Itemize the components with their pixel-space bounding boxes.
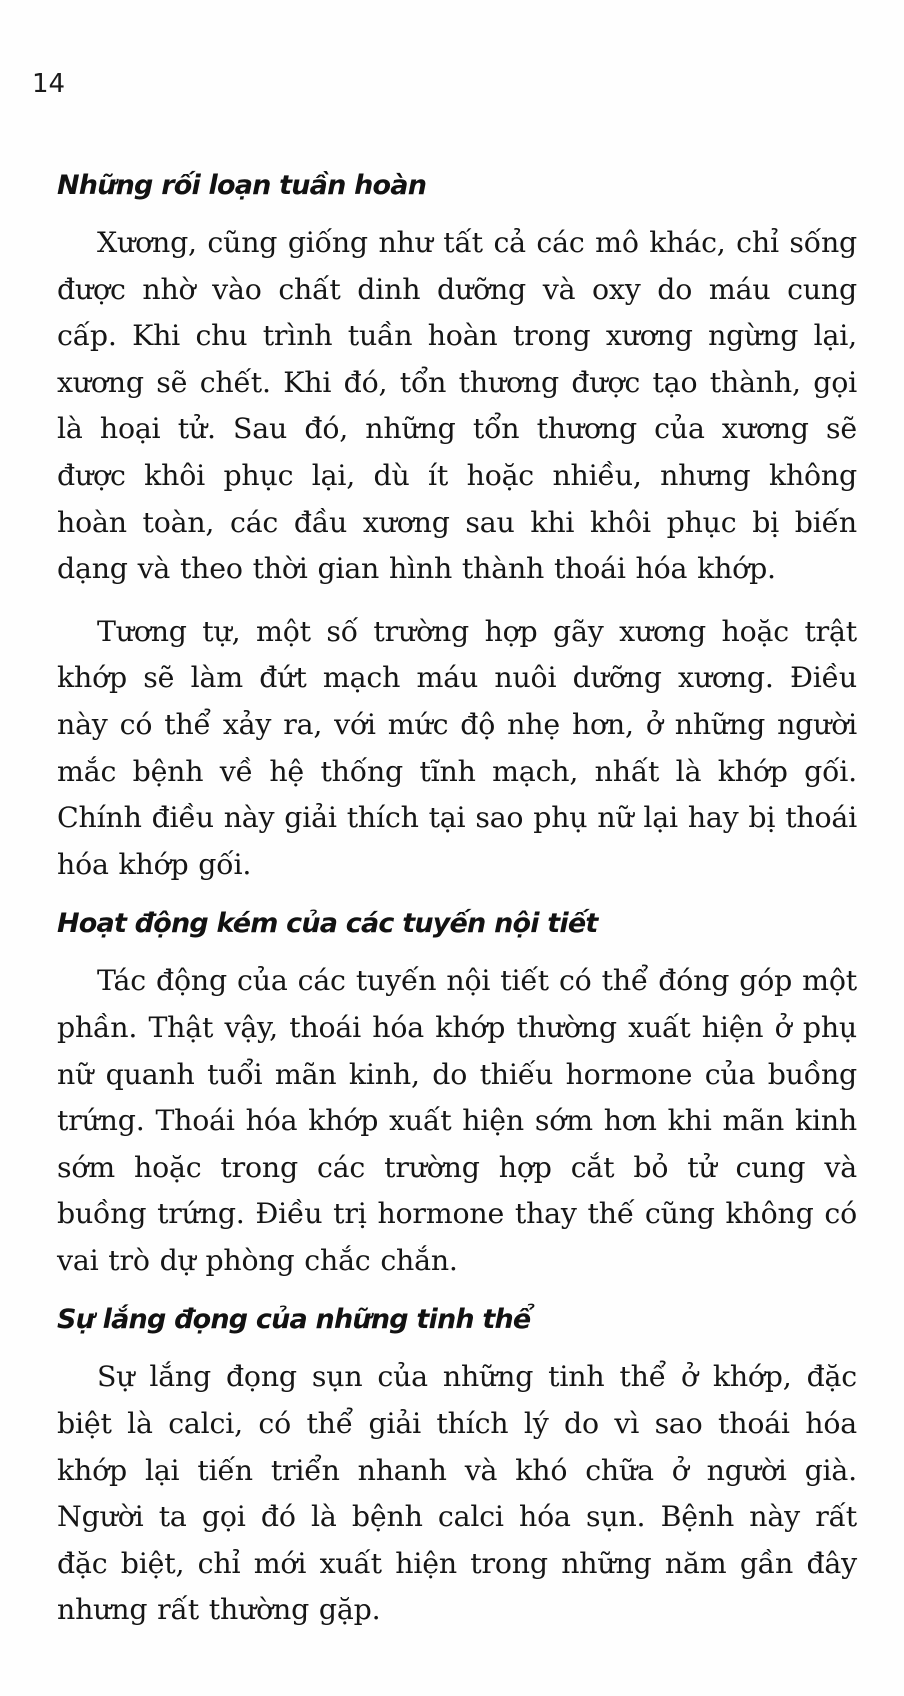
- paragraph: Tác động của các tuyến nội tiết có thể đóng góp một phần. Thật vậy, thoái hóa khớp thường xuất hiện ở phụ nữ quanh tuổi mãn kinh, do thiếu hormone của buồng trứng. Thoái hóa khớp xuất hiện sớm hơn khi mãn kinh sớm hoặc trong các trường hợp cắt bỏ tử cung và buồng trứng. Điều trị hormone thay thế cũng không có vai trò dự phòng chắc chắn.: [57, 964, 857, 1277]
- page-number: 14: [32, 69, 66, 99]
- paragraph: Tương tự, một số trường hợp gãy xương hoặc trật khớp sẽ làm đứt mạch máu nuôi dưỡng xương. Điều này có thể xảy ra, với mức độ nhẹ hơn, ở những người mắc bệnh về hệ thống tĩnh mạch, nhất là khớp gối. Chính điều này giải thích tại sao phụ nữ lại hay bị thoái hóa khớp gối.: [57, 614, 857, 881]
- page-content: [57, 168, 857, 1652]
- section-heading: Hoạt động kém của các tuyến nội tiết: [57, 908, 598, 940]
- section-heading: Những rối loạn tuần hoàn: [57, 170, 427, 201]
- section-crystal-deposition: [57, 1302, 857, 1634]
- paragraph: Xương, cũng giống như tất cả các mô khác, chỉ sống được nhờ vào chất dinh dưỡng và oxy do máu cung cấp. Khi chu trình tuần hoàn trong xương ngừng lại, xương sẽ chết. Khi đó, tổn thương được tạo thành, gọi là hoại tử. Sau đó, những tổn thương của xương sẽ được khôi phục lại, dù ít hoặc nhiều, nhưng không hoàn toàn, các đầu xương sau khi khôi phục bị biến dạng và theo thời gian hình thành thoái hóa khớp.: [57, 226, 857, 586]
- section-heading: Sự lắng đọng của những tinh thể: [57, 1304, 531, 1336]
- section-circulatory-disorders: [57, 168, 857, 888]
- section-endocrine-glands: [57, 906, 857, 1284]
- paragraph: Sự lắng đọng sụn của những tinh thể ở khớp, đặc biệt là calci, có thể giải thích lý do vì sao thoái hóa khớp lại tiến triển nhanh và khó chữa ở người già. Người ta gọi đó là bệnh calci hóa sụn. Bệnh này rất đặc biệt, chỉ mới xuất hiện trong những năm gần đây nhưng rất thường gặp.: [57, 1360, 857, 1627]
